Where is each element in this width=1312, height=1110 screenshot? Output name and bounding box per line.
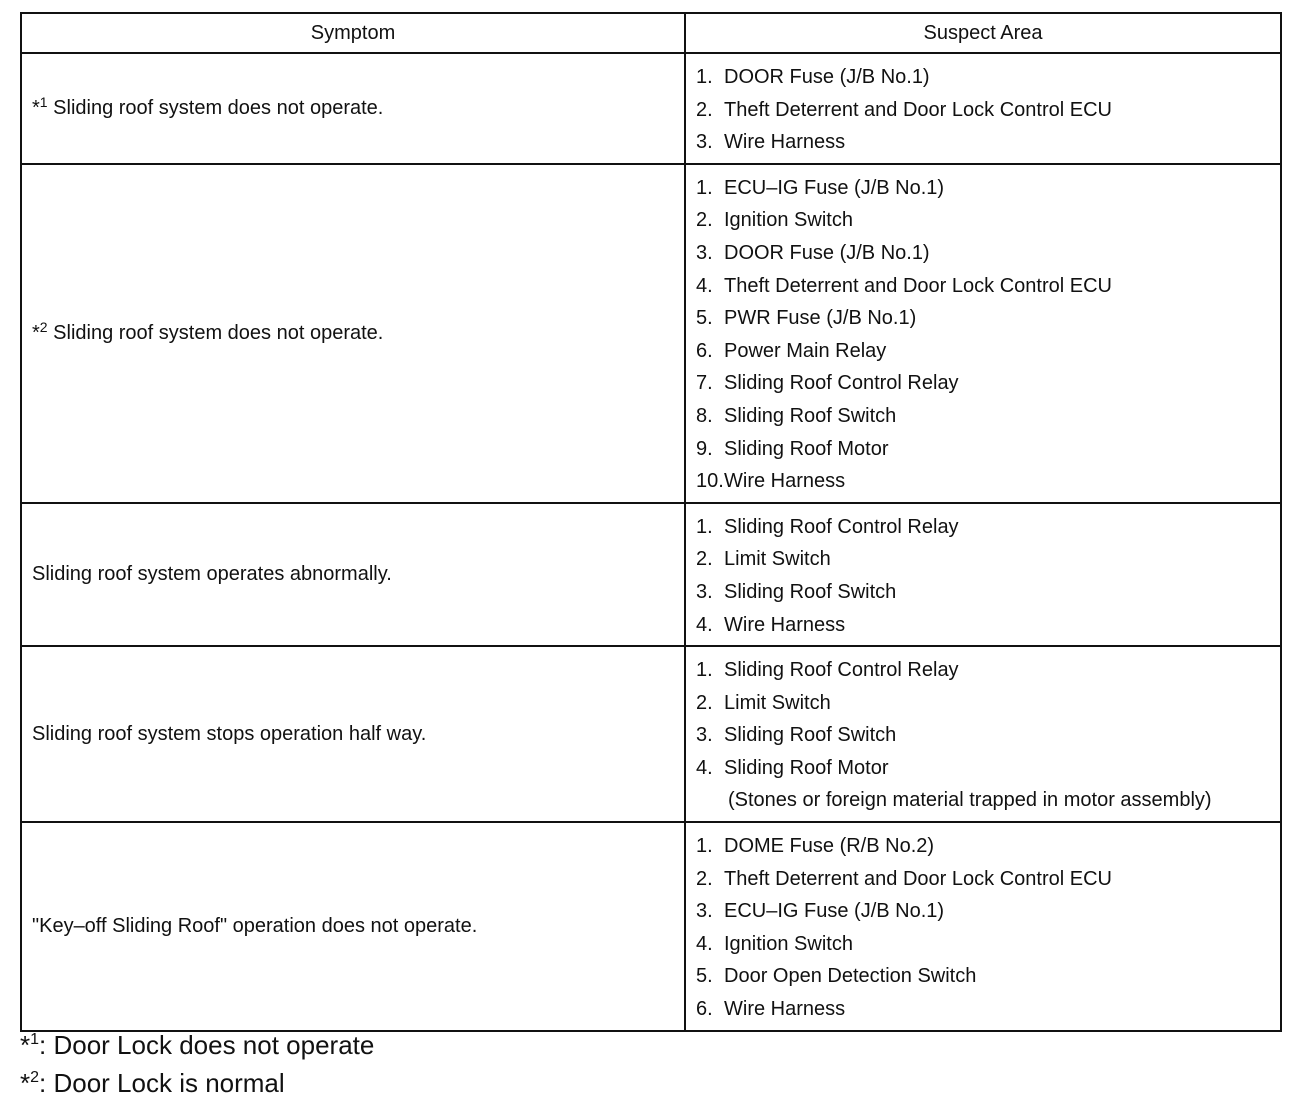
item-text: Theft Deterrent and Door Lock Control ECU — [724, 274, 1112, 297]
suspect-item — [696, 993, 1280, 1026]
suspect-item — [696, 511, 1280, 544]
item-text: Sliding Roof Switch — [724, 724, 897, 747]
item-text: Ignition Switch — [724, 209, 853, 232]
suspect-item — [696, 302, 1280, 335]
suspect-area-cell — [685, 646, 1281, 822]
item-text: Sliding Roof Motor — [724, 437, 889, 460]
symptom-cell — [21, 646, 685, 822]
symptom-text: Sliding roof system operates abnormally. — [32, 563, 392, 586]
suspect-item — [696, 752, 1280, 785]
item-number: 4. — [696, 932, 713, 955]
item-number: 3. — [696, 900, 713, 923]
suspect-item — [696, 687, 1280, 720]
item-text: Wire Harness — [724, 613, 846, 636]
suspect-area-cell — [685, 164, 1281, 503]
item-text: Sliding Roof Control Relay — [724, 372, 959, 395]
item-number: 1. — [696, 515, 713, 538]
suspect-item — [696, 830, 1280, 863]
footnote-number: 1 — [39, 94, 48, 111]
item-number: 6. — [696, 998, 713, 1021]
item-text: Door Open Detection Switch — [724, 965, 977, 988]
footnote-mark: * — [32, 97, 40, 120]
symptom-cell — [21, 164, 685, 503]
suspect-area-cell — [685, 53, 1281, 164]
table-row — [21, 646, 1281, 822]
item-number: 2. — [696, 209, 713, 232]
suspect-item — [696, 400, 1280, 433]
item-number: 8. — [696, 404, 713, 427]
table-header-row — [21, 13, 1281, 53]
item-number: 3. — [696, 724, 713, 747]
suspect-item — [696, 94, 1280, 127]
footnote-mark: * — [20, 1068, 31, 1098]
suspect-item — [696, 543, 1280, 576]
item-number: 9. — [696, 437, 713, 460]
item-text: Theft Deterrent and Door Lock Control ECU — [724, 98, 1112, 121]
item-text: PWR Fuse (J/B No.1) — [724, 307, 917, 330]
item-text: Wire Harness — [724, 131, 846, 154]
item-text: Wire Harness — [724, 998, 846, 1021]
suspect-item — [696, 719, 1280, 752]
item-text: Limit Switch — [724, 548, 831, 571]
item-number: 3. — [696, 131, 713, 154]
item-text: Power Main Relay — [724, 339, 887, 362]
item-number: 5. — [696, 307, 713, 330]
item-number: 2. — [696, 691, 713, 714]
suspect-item — [696, 928, 1280, 961]
suspect-item — [696, 126, 1280, 159]
item-number: 2. — [696, 867, 713, 890]
symptom-cell — [21, 53, 685, 164]
item-text: (Stones or foreign material trapped in motor assembly) — [728, 789, 1212, 812]
suspect-item — [696, 367, 1280, 400]
symptom-text: Sliding roof system does not operate. — [53, 97, 384, 120]
item-number: 1. — [696, 176, 713, 199]
footnote — [20, 1064, 374, 1102]
footnote-mark: * — [32, 322, 40, 345]
table-row — [21, 822, 1281, 1031]
table-row — [21, 53, 1281, 164]
item-number: 1. — [696, 659, 713, 682]
symptom-table — [20, 12, 1282, 1032]
item-number: 1. — [696, 835, 713, 858]
item-number: 3. — [696, 241, 713, 264]
suspect-item — [696, 895, 1280, 928]
item-number: 3. — [696, 580, 713, 603]
item-number: 5. — [696, 965, 713, 988]
item-number: 1. — [696, 66, 713, 88]
table-row — [21, 503, 1281, 646]
suspect-item — [696, 335, 1280, 368]
item-text: ECU–IG Fuse (J/B No.1) — [724, 900, 945, 923]
symptom-text: Sliding roof system stops operation half way. — [32, 723, 427, 746]
symptom-cell — [21, 503, 685, 646]
suspect-item — [696, 465, 1280, 498]
item-number: 10. — [696, 470, 724, 493]
item-number: 7. — [696, 372, 713, 395]
footnote-number: 2 — [30, 1069, 40, 1086]
suspect-item — [696, 172, 1280, 205]
item-number: 6. — [696, 339, 713, 362]
suspect-area-cell — [685, 822, 1281, 1031]
symptom-text: "Key–off Sliding Roof" operation does not operate. — [32, 915, 478, 938]
suspect-area-cell — [685, 503, 1281, 646]
item-number: 2. — [696, 98, 713, 121]
suspect-item — [696, 576, 1280, 609]
suspect-area-header: Suspect Area — [685, 13, 1281, 53]
item-text: Sliding Roof Motor — [724, 756, 889, 779]
symptom-cell — [21, 822, 685, 1031]
item-number: 4. — [696, 756, 713, 779]
suspect-item — [696, 960, 1280, 993]
suspect-item — [696, 270, 1280, 303]
item-text: ECU–IG Fuse (J/B No.1) — [724, 176, 945, 199]
footnote-text: : Door Lock is normal — [39, 1068, 285, 1098]
footnotes — [20, 1026, 374, 1102]
item-number: 4. — [696, 613, 713, 636]
item-text: Sliding Roof Switch — [724, 580, 897, 603]
item-text: Wire Harness — [724, 470, 846, 493]
item-number: 2. — [696, 548, 713, 571]
suspect-item — [696, 61, 1280, 94]
suspect-item — [696, 654, 1280, 687]
item-text: Limit Switch — [724, 691, 831, 714]
item-text: DOME Fuse (R/B No.2) — [724, 835, 935, 858]
footnote-text: : Door Lock does not operate — [39, 1030, 375, 1060]
item-number: 4. — [696, 274, 713, 297]
suspect-item — [696, 609, 1280, 642]
footnote — [20, 1026, 374, 1064]
table-row — [21, 164, 1281, 503]
footnote-mark: * — [20, 1030, 31, 1060]
suspect-item — [696, 433, 1280, 466]
symptom-text: Sliding roof system does not operate. — [53, 322, 384, 345]
item-text: Theft Deterrent and Door Lock Control ECU — [724, 867, 1112, 890]
footnote-number: 1 — [30, 1031, 40, 1048]
suspect-item — [696, 204, 1280, 237]
suspect-item — [696, 237, 1280, 270]
footnote-number: 2 — [39, 319, 48, 336]
item-text: Sliding Roof Control Relay — [724, 659, 959, 682]
suspect-item — [696, 863, 1280, 896]
table-body — [21, 53, 1281, 1031]
item-text: Sliding Roof Control Relay — [724, 515, 959, 538]
item-text: Ignition Switch — [724, 932, 853, 955]
item-text: DOOR Fuse (J/B No.1) — [724, 241, 930, 264]
troubleshooting-sheet — [20, 12, 1280, 1032]
suspect-item — [696, 784, 1280, 817]
item-text: Sliding Roof Switch — [724, 404, 897, 427]
symptom-header: Symptom — [21, 13, 685, 53]
item-text: DOOR Fuse (J/B No.1) — [724, 66, 930, 88]
